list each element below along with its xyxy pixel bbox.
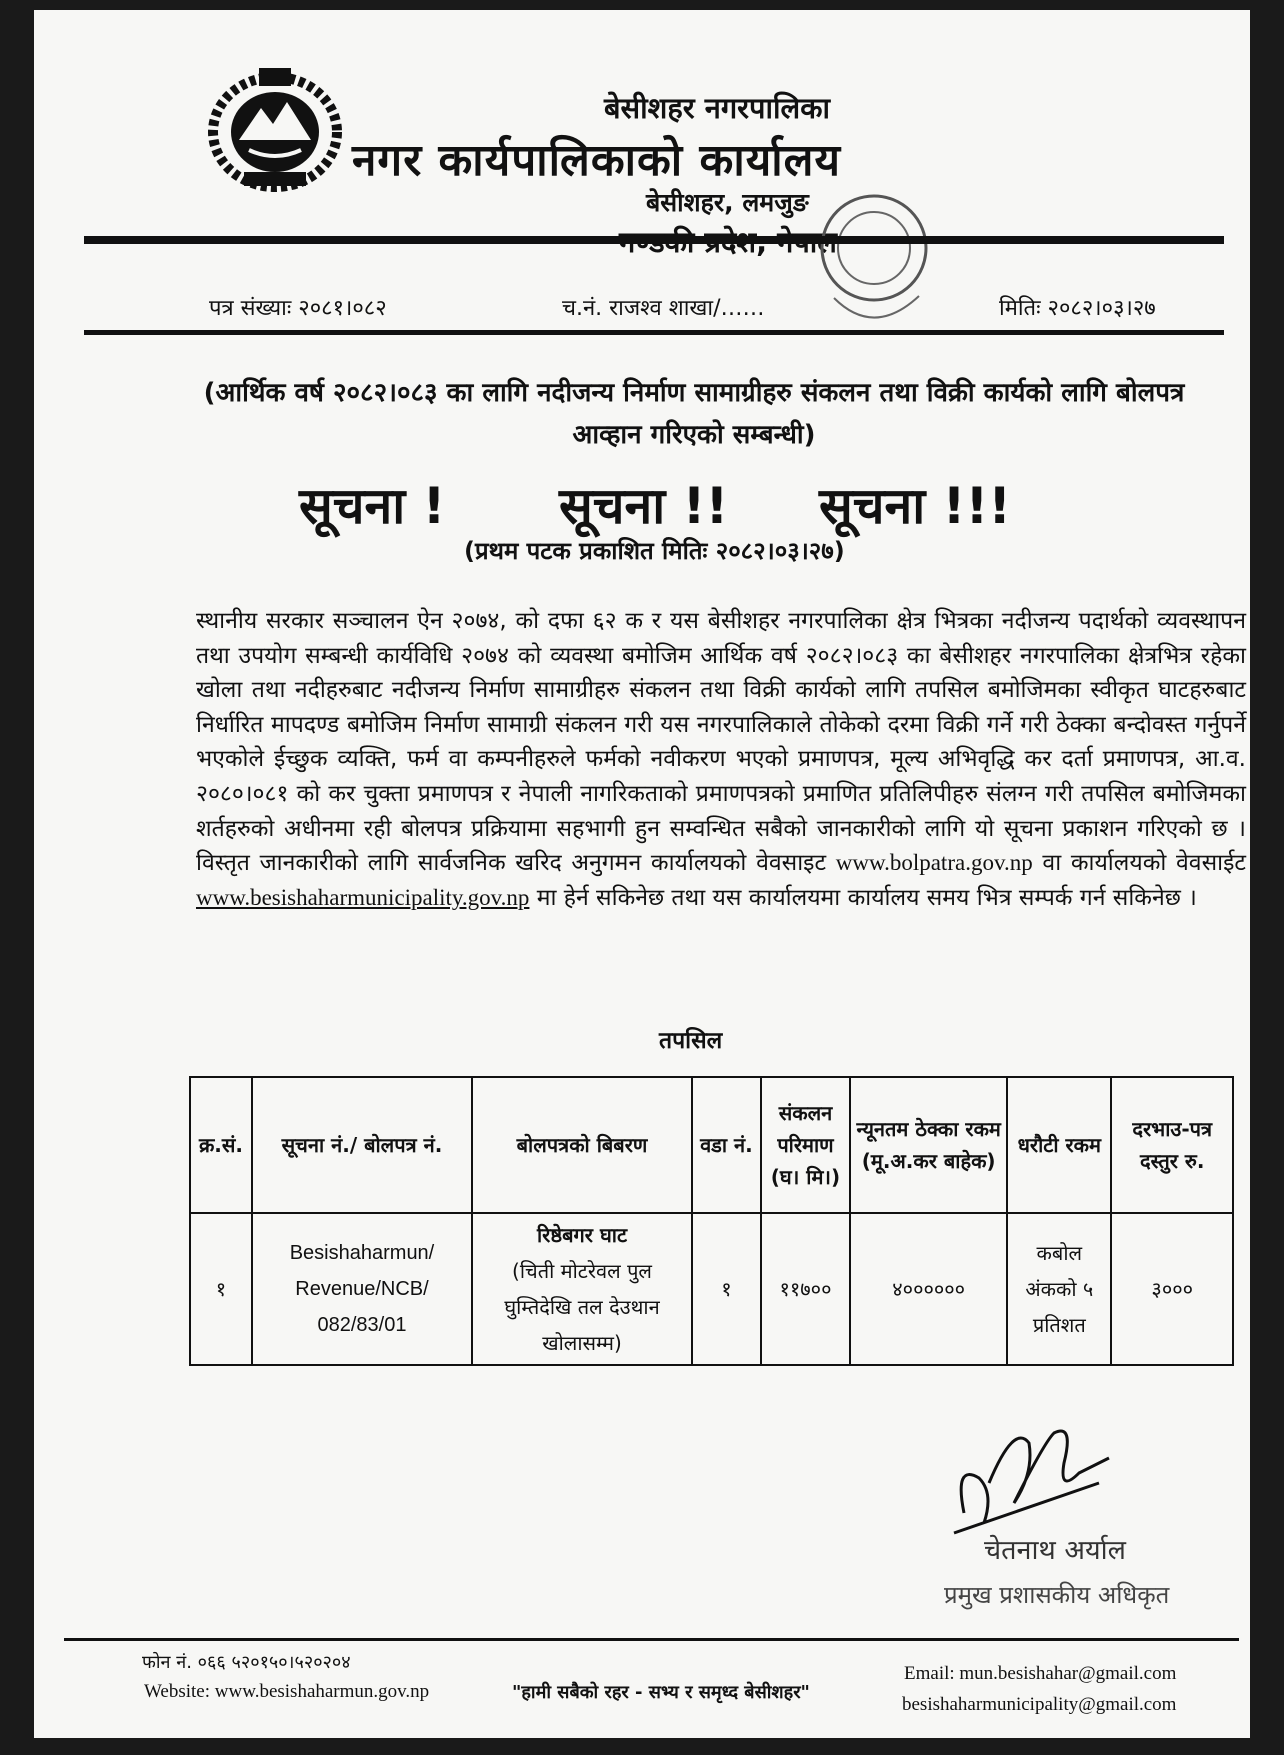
body-text-part1: स्थानीय सरकार सञ्चालन ऐन २०७४, को दफा ६२ क र यस बेसीशहर नगरपालिका क्षेत्र भित्रका नदीजन्य पदार्थको व्यवस्थापन तथा उपयोग सम्बन्धी कार्यविधि २०७४ को व्यवस्था बमोजिम आर्थिक वर्ष २०८२।०८३ का बेसीशहर नगरपालिका क्षेत्रभित्र रहेका खोला तथा नदीहरुबाट नदीजन्य निर्माण सामाग्रीहरु संकलन तथा विक्री कार्यको लागि तपसिल बमोजिमका स्वीकृत घाटहरुबाट निर्धारित मापदण्ड बमोजिम निर्माण सामाग्री संकलन गरी यस नगरपालिकाले तोकेको दरमा विक्री गर्ने गरी ठेक्का बन्दोवस्त गर्नुपर्ने भएकोले ईच्छुक व्यक्ति, फर्म वा कम्पनीहरुले फर्मको नवीकरण भएको प्रमाणपत्र, मूल्य अभिवृद्धि कर दर्ता प्रमाणपत्र, आ.व. २०८०।०८१ को कर चुक्ता प्रमाणपत्र र नेपाली नागरिकताको प्रमाणपत्रको प्रमाणित प्रतिलिपीहरु संलग्न गरी तपसिल बमोजिमका शर्तहरुको अधीनमा रही बोलपत्र प्रक्रियामा सहभागी हुन सम्वन्धित सबैको जानकारीको लागि यो सूचना प्रकाशन गरिएको छ । विस्तृत जानकारीको लागि सार्वजनिक खरिद अनुगमन कार्यालयको वेवसाइट xyxy=(196,608,1246,877)
notice-heading-1: सूचना ! xyxy=(299,477,446,535)
municipality-website-link[interactable]: www.besishaharmunicipality.gov.np xyxy=(196,884,530,910)
office-location: बेसीशहर, लमजुङ xyxy=(646,188,809,217)
header-quantity: संकलन परिमाण (घ। मि।) xyxy=(761,1077,850,1213)
footer-phone: फोन नं. ०६६ ५२०१५०।५२०२०४ xyxy=(142,1652,351,1673)
table-header-row xyxy=(190,1077,1233,1213)
letter-date: मितिः २०८२।०३।२७ xyxy=(999,296,1156,321)
signatory-designation: प्रमुख प्रशासकीय अधिकृत xyxy=(944,1581,1170,1609)
header-deposit: धरौटी रकम xyxy=(1007,1077,1111,1213)
tender-details-table xyxy=(189,1076,1234,1366)
cell-ward: १ xyxy=(692,1213,761,1365)
dispatch-number: च.नं. राजश्व शाखा/…… xyxy=(562,296,765,321)
body-text-part3: मा हेर्न सकिनेछ तथा यस कार्यालयमा कार्यालय समय भित्र सम्पर्क गर्न सकिनेछ । xyxy=(529,884,1197,911)
notice-heading-2: सूचना !! xyxy=(559,477,729,535)
cell-notice-number: Besishaharmun/ Revenue/NCB/ 082/83/01 xyxy=(252,1213,472,1365)
header-serial: क्र.सं. xyxy=(190,1077,252,1213)
header-description: बोलपत्रको बिबरण xyxy=(472,1077,692,1213)
header-fee: दरभाउ-पत्र दस्तुर रु. xyxy=(1111,1077,1233,1213)
notice-document xyxy=(34,10,1250,1738)
government-emblem-icon xyxy=(199,62,351,192)
office-stamp xyxy=(794,178,954,353)
footer-rule xyxy=(64,1638,1239,1641)
header-notice-number: सूचना नं./ बोलपत्र नं. xyxy=(252,1077,472,1213)
body-text-part2: वा कार्यालयको वेवसाईट xyxy=(1032,850,1246,877)
first-published-date: (प्रथम पटक प्रकाशित मितिः २०८२।०३।२७) xyxy=(464,537,845,565)
municipality-name: बेसीशहर नगरपालिका xyxy=(604,91,830,125)
table-row xyxy=(190,1213,1233,1365)
ghat-detail: (चिती मोटरेवल पुल घुम्तिदेखि तल देउथान खोलासम्म) xyxy=(504,1259,660,1355)
header-rule-bottom xyxy=(84,330,1224,335)
cell-min-amount: ४०००००० xyxy=(850,1213,1007,1365)
notice-subject: (आर्थिक वर्ष २०८२।०८३ का लागि नदीजन्य निर्माण सामाग्रीहरु संकलन तथा विक्री कार्यको लागि बोलपत्र आव्हान गरिएको सम्बन्धी) xyxy=(203,378,1185,450)
header-rule-top xyxy=(84,236,1224,244)
cell-deposit: कबोल अंकको ५ प्रतिशत xyxy=(1007,1213,1111,1365)
office-title: नगर कार्यपालिकाको कार्यालय xyxy=(352,135,841,186)
ghat-name: रिष्ठेबगर घाट xyxy=(536,1223,628,1247)
cell-description xyxy=(472,1213,692,1365)
notice-body xyxy=(196,604,1246,915)
bolpatra-link[interactable]: www.bolpatra.gov.np xyxy=(835,850,1033,876)
footer-website[interactable]: Website: www.besishaharmun.gov.np xyxy=(144,1681,430,1702)
footer-email-2[interactable]: besishaharmunicipality@gmail.com xyxy=(902,1694,1177,1715)
header-ward: वडा नं. xyxy=(692,1077,761,1213)
footer-slogan: "हामी सबैको रहर - सभ्य र समृध्द बेसीशहर" xyxy=(512,1682,810,1703)
cell-serial: १ xyxy=(190,1213,252,1365)
notice-heading-3: सूचना !!! xyxy=(819,477,1012,535)
cell-fee: ३००० xyxy=(1111,1213,1233,1365)
header-min-amount: न्यूनतम ठेक्का रकम (मू.अ.कर बाहेक) xyxy=(850,1077,1007,1213)
details-heading: तपसिल xyxy=(659,1028,723,1054)
cell-quantity: ११७०० xyxy=(761,1213,850,1365)
footer-email-1[interactable]: Email: mun.besishahar@gmail.com xyxy=(904,1663,1177,1684)
letter-number: पत्र संख्याः २०८१।०८२ xyxy=(209,296,387,321)
signatory-name: चेतनाथ अर्याल xyxy=(984,1535,1126,1566)
